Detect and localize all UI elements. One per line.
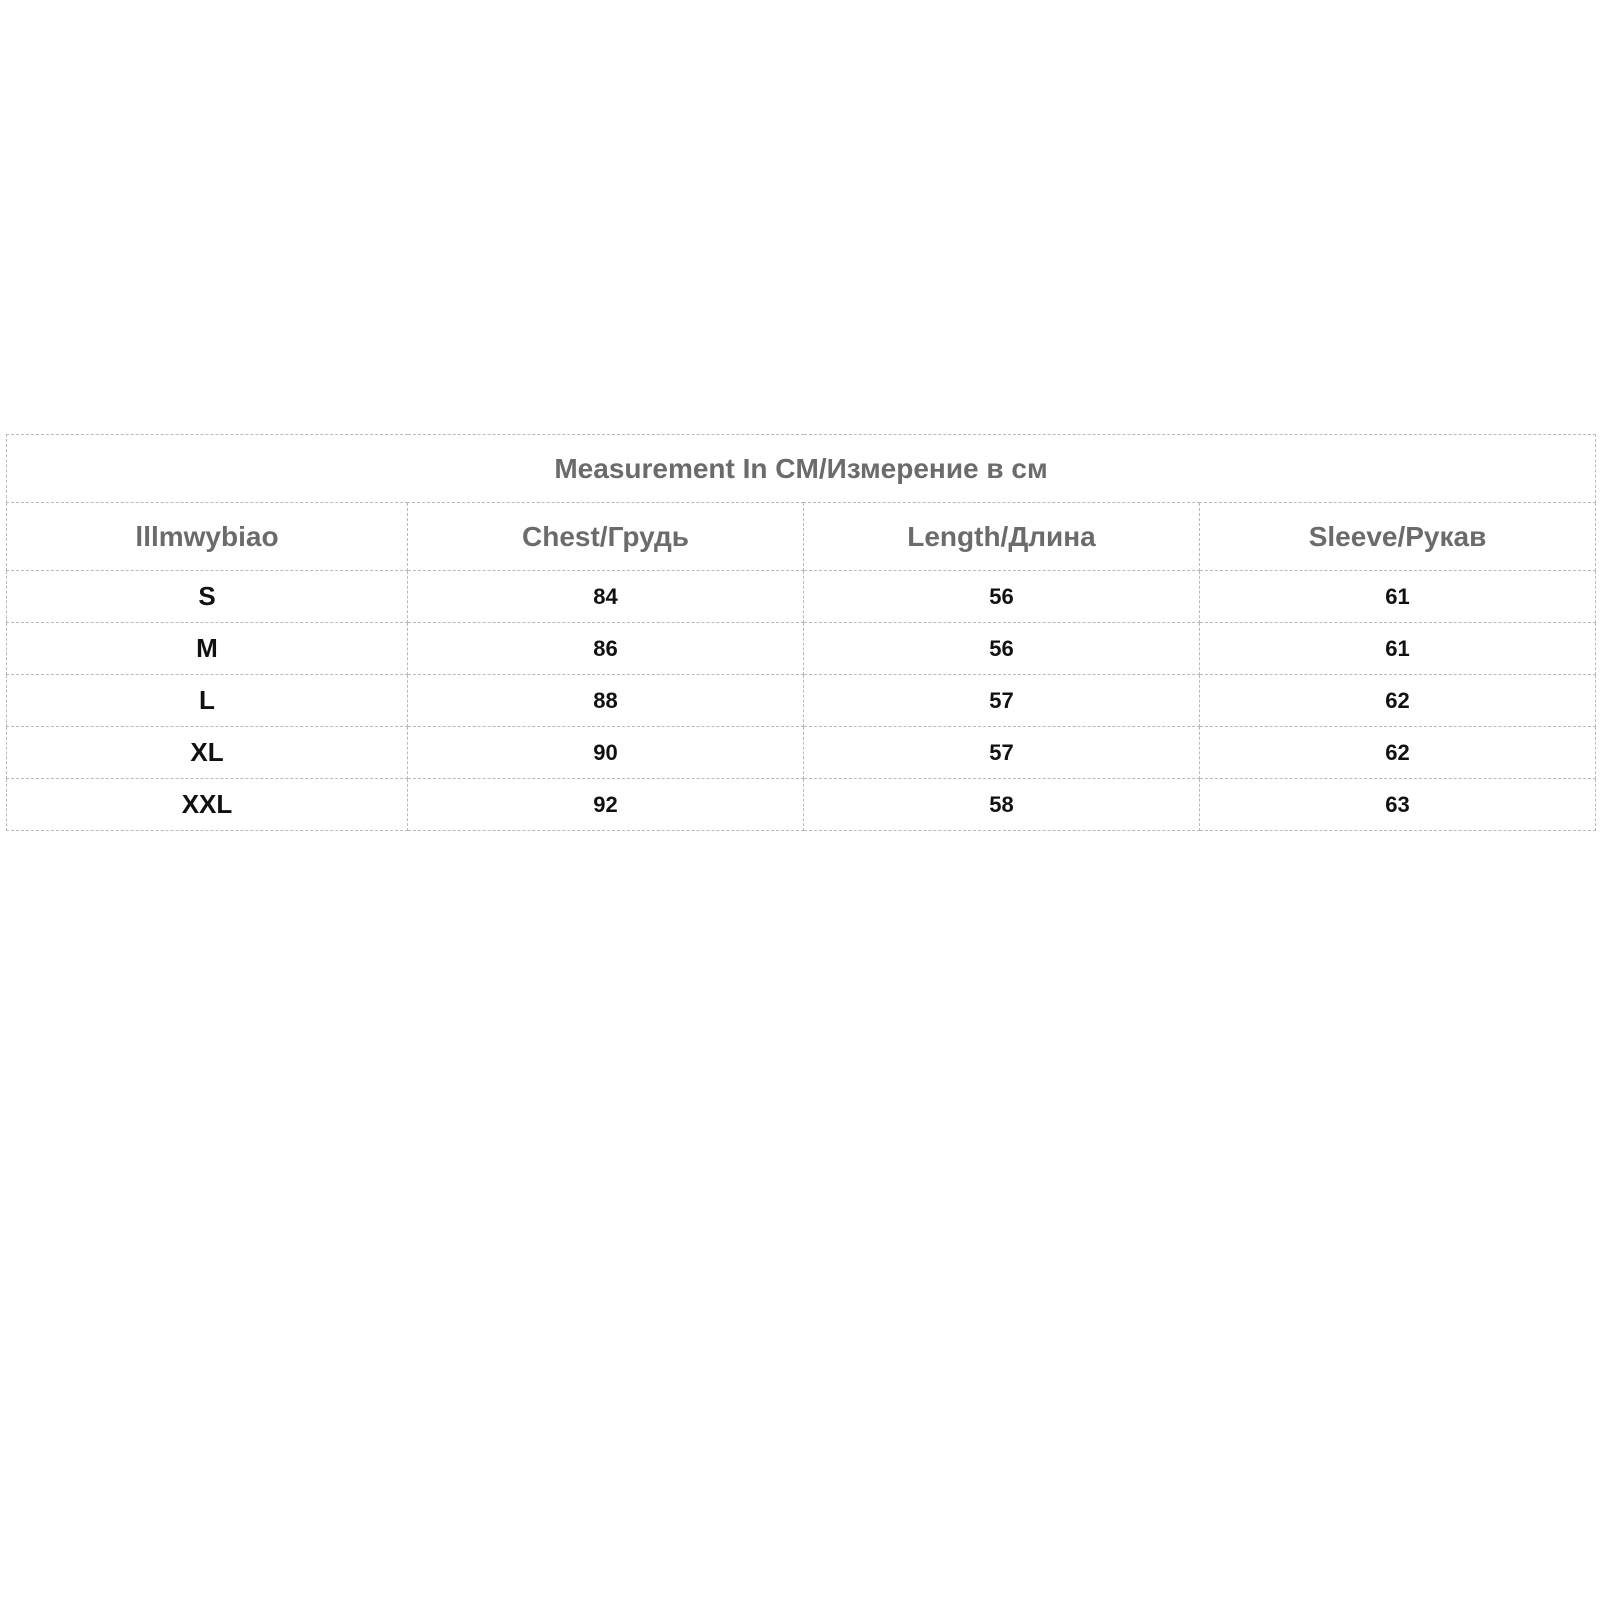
table-row	[7, 571, 1596, 623]
chest-value: 92	[408, 779, 804, 831]
chest-value: 90	[408, 727, 804, 779]
table-row	[7, 727, 1596, 779]
size-label: S	[7, 571, 408, 623]
length-value: 57	[804, 727, 1200, 779]
size-label: M	[7, 623, 408, 675]
column-header-brand: lllmwybiao	[7, 503, 408, 571]
column-header-chest: Chest/Грудь	[408, 503, 804, 571]
chest-value: 84	[408, 571, 804, 623]
size-chart-table	[6, 434, 1596, 831]
table-row	[7, 779, 1596, 831]
sleeve-value: 63	[1200, 779, 1596, 831]
length-value: 57	[804, 675, 1200, 727]
chest-value: 86	[408, 623, 804, 675]
table-title-row	[7, 435, 1596, 503]
size-label: XXL	[7, 779, 408, 831]
sleeve-value: 61	[1200, 571, 1596, 623]
sleeve-value: 62	[1200, 727, 1596, 779]
sleeve-value: 61	[1200, 623, 1596, 675]
size-label: L	[7, 675, 408, 727]
table-row	[7, 675, 1596, 727]
column-header-sleeve: Sleeve/Рукав	[1200, 503, 1596, 571]
column-header-length: Length/Длина	[804, 503, 1200, 571]
table-header-row	[7, 503, 1596, 571]
table-title: Measurement In CM/Измерение в см	[7, 435, 1596, 503]
length-value: 58	[804, 779, 1200, 831]
length-value: 56	[804, 623, 1200, 675]
chest-value: 88	[408, 675, 804, 727]
length-value: 56	[804, 571, 1200, 623]
table-row	[7, 623, 1596, 675]
size-label: XL	[7, 727, 408, 779]
sleeve-value: 62	[1200, 675, 1596, 727]
